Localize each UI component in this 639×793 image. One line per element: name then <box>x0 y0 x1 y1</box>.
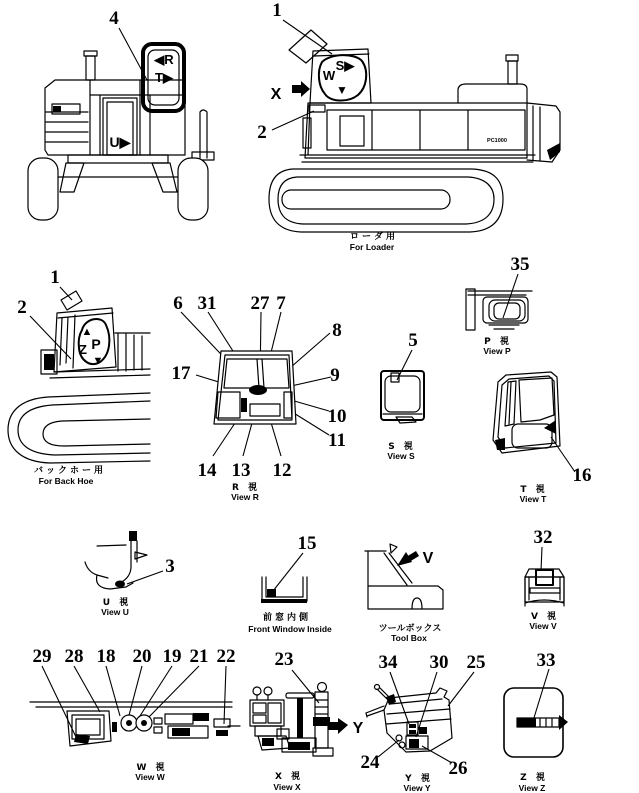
callout-35: 35 <box>510 254 530 275</box>
hood-vents <box>46 112 88 142</box>
callout-9: 9 <box>330 365 340 386</box>
caption-jp: ツールボックス <box>378 624 442 634</box>
callout-13: 13 <box>231 460 251 481</box>
arrow-right-icon <box>292 81 310 97</box>
decal-plate-loose <box>61 291 82 310</box>
cab-step <box>309 105 325 112</box>
leader-line <box>503 274 518 318</box>
grommet <box>399 742 405 748</box>
shaft-bands <box>315 700 328 714</box>
figure-view-v <box>525 527 564 631</box>
handrail <box>200 110 207 158</box>
dark-item <box>216 730 228 736</box>
dark-item <box>267 589 276 597</box>
caption-jp: X 視 <box>274 772 304 782</box>
decal-z: Z <box>79 342 87 357</box>
dark-item <box>262 738 274 746</box>
figure-view-u <box>85 531 175 617</box>
callout-31: 31 <box>197 293 217 314</box>
caption-jp: Z 視 <box>520 773 548 783</box>
callout-34: 34 <box>378 652 398 673</box>
callout-14: 14 <box>197 460 217 481</box>
direction-letter-v: V <box>422 550 434 567</box>
monitor-inner <box>385 376 420 412</box>
figure-view-t <box>493 372 592 504</box>
decal-t: T▶ <box>155 70 173 85</box>
callout-15: 15 <box>297 533 317 554</box>
callout-11: 11 <box>328 430 346 451</box>
caption-jp: V 視 <box>530 612 560 622</box>
callout-24: 24 <box>360 752 380 773</box>
handle-arm <box>366 706 384 717</box>
direction-letter-y: Y <box>352 720 364 737</box>
callout-7: 7 <box>276 293 286 314</box>
switch-dark <box>409 724 416 728</box>
decal-u: U▶ <box>109 134 131 150</box>
wheel-right <box>178 158 208 220</box>
caption-en: For Back Hoe <box>38 476 94 486</box>
callout-6: 6 <box>173 293 183 314</box>
cab-side-inner <box>498 376 556 448</box>
caption-jp: バックホー用 <box>33 466 107 476</box>
callout-1: 1 <box>50 267 60 288</box>
callout-1: 1 <box>272 0 282 21</box>
callout-30: 30 <box>429 652 449 673</box>
decal-r: ◀R <box>154 52 174 67</box>
callout-16: 16 <box>572 465 592 486</box>
caption-en: View T <box>519 494 547 504</box>
switch-dark <box>409 730 416 734</box>
figure-view-p <box>466 254 532 356</box>
front-face <box>525 577 564 602</box>
caption-en: Tool Box <box>391 633 427 643</box>
callout-25: 25 <box>466 652 486 673</box>
exhaust-stack <box>86 56 95 80</box>
caption-en: View X <box>273 782 301 792</box>
monitor-outline <box>381 371 424 420</box>
t-base-dark <box>288 742 310 750</box>
box-base <box>368 586 443 609</box>
hook-outline <box>85 562 133 589</box>
caption-en: Front Window Inside <box>248 624 332 634</box>
rear-bevel-dark <box>547 143 560 160</box>
left-lever-panels <box>253 703 281 723</box>
dark-item <box>115 581 125 588</box>
callout-26: 26 <box>448 758 468 779</box>
knob-left-center <box>126 720 132 726</box>
swing-platform <box>68 155 168 163</box>
callout-33: 33 <box>536 650 556 671</box>
platform-lines <box>50 369 150 378</box>
callout-22: 22 <box>216 646 236 667</box>
callout-2: 2 <box>257 122 267 143</box>
caption-en: For Loader <box>349 242 395 252</box>
exhaust-pipe <box>508 61 517 84</box>
dark-panel <box>193 713 209 721</box>
callout-29: 29 <box>32 646 52 667</box>
caption-en: View V <box>529 621 557 631</box>
decal-down-arrow: ▼ <box>92 355 104 367</box>
callout-28: 28 <box>64 646 84 667</box>
exhaust-cap <box>84 51 97 56</box>
leader-line <box>30 316 71 359</box>
knob-right-center <box>141 720 147 726</box>
callout-17: 17 <box>171 363 191 384</box>
caption-jp: U 視 <box>102 598 132 608</box>
model-label: PC1000 <box>487 138 507 144</box>
callout-3: 3 <box>165 556 175 577</box>
callout-27: 27 <box>250 293 270 314</box>
callout-5: 5 <box>408 330 418 351</box>
figure-backhoe <box>8 267 150 486</box>
main-window <box>519 378 554 422</box>
decal-up-arrow: ▲ <box>81 326 93 338</box>
caption-en: View Y <box>403 783 431 793</box>
callout-23: 23 <box>274 649 294 670</box>
figure-view-r <box>172 293 347 502</box>
axle-supports <box>58 163 178 192</box>
caption-en: View R <box>231 492 259 502</box>
dark-corner <box>495 438 505 450</box>
exhaust-cap <box>506 55 518 61</box>
leader-line <box>541 547 542 571</box>
front-hatch <box>340 116 364 146</box>
dark-square <box>419 727 427 734</box>
grille-dark <box>53 106 61 112</box>
handrail <box>115 333 150 371</box>
callout-32: 32 <box>533 527 553 548</box>
flag <box>390 544 397 553</box>
front-window <box>505 381 516 426</box>
lever-loop <box>318 683 327 692</box>
t-handle <box>286 693 314 698</box>
caption-jp: Y 視 <box>405 774 433 784</box>
callout-19: 19 <box>162 646 182 667</box>
decal-p: P <box>91 336 101 352</box>
top-line <box>97 545 126 546</box>
caption-jp: P 視 <box>484 337 512 347</box>
decal-s: S▶ <box>335 58 355 73</box>
channel-base-dark <box>261 599 307 603</box>
figure-tool-box <box>365 544 443 643</box>
track-outer <box>269 169 503 232</box>
caption-en: View U <box>101 607 129 617</box>
direction-letter-x: X <box>270 86 282 103</box>
leader-line <box>533 669 549 721</box>
track-frame <box>43 419 150 446</box>
caption-en: View W <box>135 772 165 782</box>
dark-item <box>172 728 190 736</box>
figure-rear-view <box>28 8 214 220</box>
decal-cluster-dark <box>249 385 267 395</box>
panel-dividers <box>372 110 468 150</box>
decal-down-arrow: ▼ <box>336 83 348 97</box>
track-inner <box>18 401 150 455</box>
lever-loop <box>264 687 272 695</box>
cab-roof-line <box>58 313 113 318</box>
callout-4: 4 <box>109 8 119 29</box>
figure-view-y <box>361 652 486 793</box>
dark-switch <box>112 722 117 732</box>
bottom-steps <box>489 325 519 329</box>
caption-jp: S 視 <box>388 442 416 452</box>
callout-2: 2 <box>17 297 27 318</box>
leader-line <box>127 571 163 584</box>
caption-jp: ローダ用 <box>349 232 399 242</box>
callout-21: 21 <box>189 646 209 667</box>
band <box>530 588 560 593</box>
lower-box-dark <box>409 739 419 748</box>
figure-view-z <box>504 650 568 793</box>
slot-ticks <box>540 719 552 726</box>
caption-jp: 前窓内側 <box>262 613 312 623</box>
caption-jp: R 視 <box>231 483 261 493</box>
caption-jp: W 視 <box>136 763 168 773</box>
caption-en: View Z <box>518 783 546 793</box>
right-panel <box>165 714 193 724</box>
switch-pair <box>154 718 162 733</box>
top-lines <box>468 291 532 295</box>
loop-stems <box>257 695 268 700</box>
caption-en: View P <box>483 346 511 356</box>
figure-view-x <box>250 649 364 792</box>
engine-housing <box>458 84 527 103</box>
leader-line <box>60 287 72 300</box>
figure-loader <box>257 0 560 252</box>
callout-20: 20 <box>132 646 152 667</box>
dark-item <box>241 398 247 412</box>
callout-18: 18 <box>96 646 116 667</box>
figure-view-w <box>30 646 240 782</box>
figure-view-s <box>381 330 424 461</box>
shaft-dark-band <box>313 717 330 726</box>
cab-pillars <box>60 315 75 368</box>
caption-jp: T 視 <box>520 485 548 495</box>
bezel-screen <box>76 719 100 735</box>
front-block-dark <box>44 354 54 370</box>
callout-10: 10 <box>327 406 347 427</box>
callout-12: 12 <box>272 460 292 481</box>
flag-dark <box>129 531 137 541</box>
figure-front-window <box>248 533 332 634</box>
frame-lines <box>365 551 386 586</box>
console-contours <box>386 699 451 724</box>
decal-w: W <box>322 68 336 83</box>
dark-latch <box>544 420 556 434</box>
leader-line <box>273 553 303 591</box>
lever-loop <box>253 687 261 695</box>
callout-8: 8 <box>332 320 342 341</box>
t-shaft-dark <box>297 698 303 738</box>
wheel-left <box>28 158 58 220</box>
leader-line <box>551 437 575 472</box>
caption-en: View S <box>387 451 415 461</box>
arrow-left-icon <box>328 718 348 734</box>
